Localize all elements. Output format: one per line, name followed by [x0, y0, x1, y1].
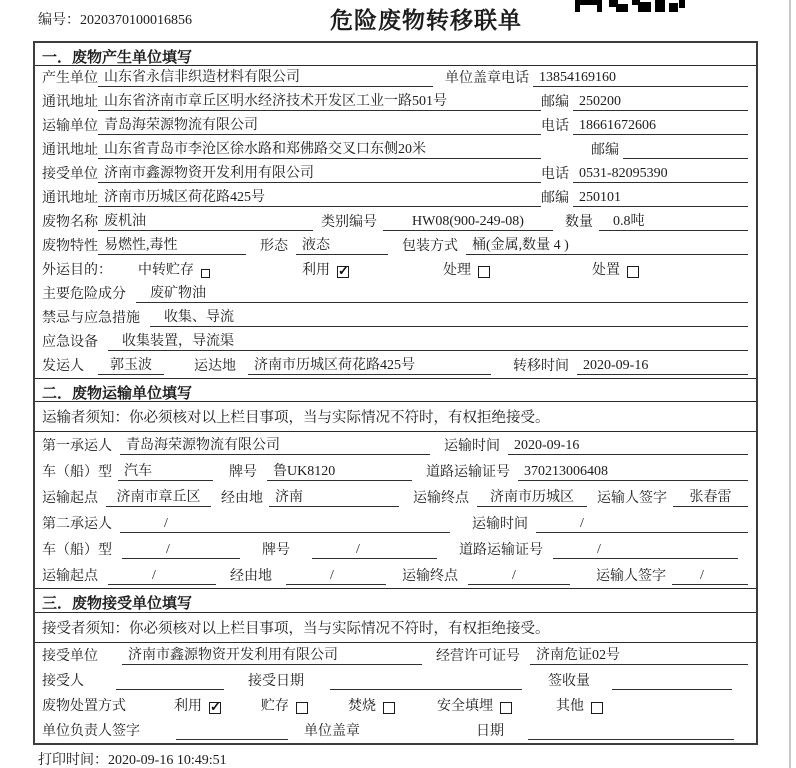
purpose-storage-checkbox	[201, 269, 210, 278]
purpose-option-use-label: 利用	[302, 263, 330, 278]
carrier1-value: 青岛海荣源物流有限公司	[120, 434, 430, 455]
route1-sign-value: 张春雷	[673, 486, 748, 507]
receiver-notice: 接受者须知：你必须核对以上栏目事项，当与实际情况不符时，有权拒绝接受。	[35, 613, 756, 643]
transporter-zip-value	[623, 158, 748, 159]
receiver-phone-label: 电话	[541, 167, 569, 182]
dispatcher-label: 发运人	[42, 359, 84, 374]
emergency-equipment-label: 应急设备	[42, 335, 98, 350]
destination-label: 运达地	[194, 359, 236, 374]
disposal-landfill-checkbox	[500, 702, 512, 714]
page-edge-divider	[789, 0, 791, 768]
route1-end-label: 运输终点	[413, 491, 469, 506]
transporter-label: 运输单位	[42, 119, 98, 134]
vehicle1-type-label: 车（船）型	[42, 465, 112, 480]
vehicle1-license-label: 道路运输证号	[426, 465, 510, 480]
producer-phone-value: 13854169160	[533, 70, 748, 87]
receiver-address-row	[35, 186, 756, 210]
vehicle2-type-value: /	[122, 542, 240, 559]
receiver-phone-value: 0531-82095390	[573, 166, 748, 183]
accept-person-row	[35, 668, 756, 693]
waste-name-row	[35, 210, 756, 234]
route2-start-value: /	[108, 568, 216, 585]
transporter-address-row	[35, 138, 756, 162]
route2-sign-value: /	[672, 568, 748, 585]
carrier1-label: 第一承运人	[42, 439, 112, 454]
vehicle2-row	[35, 536, 756, 562]
unit-signature-value	[176, 739, 288, 740]
vehicle2-type-label: 车（船）型	[42, 543, 112, 558]
transfer-purpose-label: 外运目的：	[42, 263, 112, 278]
route1-row	[35, 484, 756, 510]
route2-start-label: 运输起点	[42, 569, 98, 584]
carrier2-value: /	[120, 516, 450, 533]
purpose-treat-checkbox	[478, 266, 490, 278]
disposal-burn-checkbox	[383, 702, 395, 714]
emergency-measures-row	[35, 306, 756, 330]
producer-seal-label: 单位盖章	[445, 71, 501, 86]
disposal-landfill-label: 安全填埋	[437, 699, 493, 714]
carrier1-time-value: 2020-09-16	[508, 438, 748, 455]
disposal-method-row	[35, 693, 756, 718]
disposal-other-checkbox	[591, 702, 603, 714]
transfer-time-value: 2020-09-16	[577, 358, 748, 375]
waste-pack-value: 桶(金属,数量 4 )	[466, 234, 748, 255]
producer-address-value: 山东省济南市章丘区明水经济技术开发区工业一路501号	[98, 90, 541, 111]
sign-date-label: 日期	[476, 724, 504, 739]
disposal-burn-label: 焚烧	[348, 699, 376, 714]
permit-label: 经营许可证号	[436, 649, 520, 664]
receiver-zip-label: 邮编	[541, 191, 569, 206]
document-number	[38, 9, 192, 29]
waste-qty-label: 数量	[565, 215, 593, 230]
waste-property-row	[35, 234, 756, 258]
hazard-component-value: 废矿物油	[136, 282, 748, 303]
receiver-row	[35, 162, 756, 186]
producer-zip-value: 250200	[573, 94, 748, 111]
transporter-address-label: 通讯地址	[42, 143, 98, 158]
purpose-option-treat-label: 处理	[443, 263, 471, 278]
document-number-label: 编号：	[38, 13, 80, 28]
producer-address-row	[35, 90, 756, 114]
vehicle1-plate-value: 鲁UK8120	[267, 460, 412, 481]
waste-name-label: 废物名称	[42, 215, 98, 230]
signed-qty-value	[612, 689, 732, 690]
vehicle1-type-value: 汽车	[118, 460, 213, 481]
vehicle2-license-label: 道路运输证号	[459, 543, 543, 558]
producer-value: 山东省永信非织造材料有限公司	[98, 66, 433, 87]
route2-via-label: 经由地	[230, 569, 272, 584]
print-time: 打印时间：2020-09-16 10:49:51	[38, 753, 227, 768]
disposal-method-label: 废物处置方式	[42, 699, 126, 714]
emergency-measures-label: 禁忌与应急措施	[42, 311, 140, 326]
permit-value: 济南危证02号	[530, 644, 748, 665]
route2-end-label: 运输终点	[402, 569, 458, 584]
vehicle2-plate-label: 牌号	[262, 543, 290, 558]
unit-signature-label: 单位负责人签字	[42, 724, 140, 739]
route1-start-label: 运输起点	[42, 491, 98, 506]
route2-sign-label: 运输人签字	[596, 569, 666, 584]
signed-qty-label: 签收量	[548, 674, 590, 689]
disposal-use-label: 利用	[174, 699, 202, 714]
destination-value: 济南市历城区荷花路425号	[248, 354, 491, 375]
purpose-option-dispose-label: 处置	[592, 263, 620, 278]
route1-end-value: 济南市历城区	[477, 486, 587, 507]
accept-unit-label: 接受单位	[42, 649, 98, 664]
waste-name-value: 废机油	[98, 210, 313, 231]
accept-person-label: 接受人	[42, 674, 84, 689]
waste-form-value: 液态	[296, 234, 388, 255]
route2-end-value: /	[468, 568, 570, 585]
waste-qty-value: 0.8吨	[599, 210, 748, 231]
purpose-dispose-checkbox	[627, 266, 639, 278]
sign-date-value	[528, 739, 734, 740]
section2-header: 二．废物运输单位填写	[35, 378, 756, 402]
purpose-use-checkbox	[337, 266, 349, 278]
route1-start-value: 济南市章丘区	[106, 486, 211, 507]
qr-code-icon	[575, 0, 685, 17]
purpose-option-storage-label: 中转贮存	[138, 263, 194, 278]
carrier2-row	[35, 510, 756, 536]
receiver-label: 接受单位	[42, 167, 98, 182]
carrier1-row	[35, 432, 756, 458]
receiver-address-label: 通讯地址	[42, 191, 98, 206]
producer-label: 产生单位	[42, 71, 98, 86]
waste-form-label: 形态	[260, 239, 288, 254]
receiver-value: 济南市鑫源物资开发利用有限公司	[98, 162, 541, 183]
emergency-measures-value: 收集、导流	[150, 306, 748, 327]
vehicle2-plate-value: /	[312, 542, 437, 559]
emergency-equipment-value: 收集装置，导流渠	[108, 330, 748, 351]
route1-via-label: 经由地	[221, 491, 263, 506]
waste-property-value: 易燃性,毒性	[98, 234, 246, 255]
dispatch-row	[35, 354, 756, 378]
carrier2-time-value: /	[536, 516, 748, 533]
disposal-other-label: 其他	[556, 699, 584, 714]
dispatcher-value: 郭玉波	[98, 354, 164, 375]
disposal-store-label: 贮存	[261, 699, 289, 714]
receiver-zip-value: 250101	[573, 190, 748, 207]
vehicle1-row	[35, 458, 756, 484]
accept-unit-value: 济南市鑫源物资开发利用有限公司	[122, 644, 422, 665]
transporter-row	[35, 114, 756, 138]
producer-address-label: 通讯地址	[42, 95, 98, 110]
disposal-store-checkbox	[296, 702, 308, 714]
route1-sign-label: 运输人签字	[597, 491, 667, 506]
section1-header: 一．废物产生单位填写	[35, 43, 756, 66]
vehicle2-license-value: /	[553, 542, 738, 559]
transporter-phone-label: 电话	[541, 119, 569, 134]
accept-date-label: 接受日期	[248, 674, 304, 689]
section3-header: 三．废物接受单位填写	[35, 588, 756, 613]
unit-seal-label: 单位盖章	[304, 724, 360, 739]
receiver-address-value: 济南市历城区荷花路425号	[98, 186, 541, 207]
waste-code-label: 类别编号	[321, 215, 377, 230]
waste-property-label: 废物特性	[42, 239, 98, 254]
accept-unit-row	[35, 643, 756, 668]
waste-code-value: HW08(900-249-08)	[383, 214, 553, 231]
carrier1-time-label: 运输时间	[444, 439, 500, 454]
manifest-form-table	[33, 41, 758, 745]
hazard-component-row	[35, 282, 756, 306]
transporter-address-value: 山东省青岛市李沧区徐水路和郑佛路交叉口东侧20米	[98, 138, 541, 159]
transporter-zip-label: 邮编	[591, 143, 619, 158]
transporter-notice: 运输者须知：你必须核对以上栏目事项，当与实际情况不符时，有权拒绝接受。	[35, 402, 756, 432]
carrier2-label: 第二承运人	[42, 517, 112, 532]
route1-via-value: 济南	[269, 486, 399, 507]
vehicle1-plate-label: 牌号	[229, 465, 257, 480]
transfer-purpose-row	[35, 258, 756, 282]
document-number-value: 2020370100016856	[80, 13, 192, 28]
hazard-component-label: 主要危险成分	[42, 287, 126, 302]
unit-signature-row	[35, 718, 756, 743]
producer-zip-label: 邮编	[541, 95, 569, 110]
disposal-use-checkbox	[209, 702, 221, 714]
transfer-time-label: 转移时间	[513, 359, 569, 374]
accept-date-value	[330, 689, 522, 690]
route2-row	[35, 562, 756, 588]
carrier2-time-label: 运输时间	[472, 517, 528, 532]
waste-pack-label: 包装方式	[402, 239, 458, 254]
vehicle1-license-value: 370213006408	[518, 464, 748, 481]
page-title: 危险废物转移联单	[330, 8, 522, 33]
emergency-equipment-row	[35, 330, 756, 354]
transporter-value: 青岛海荣源物流有限公司	[98, 114, 541, 135]
producer-phone-label: 电话	[501, 71, 529, 86]
route2-via-value: /	[286, 568, 386, 585]
transporter-phone-value: 18661672606	[573, 118, 748, 135]
producer-row	[35, 66, 756, 90]
accept-person-value	[116, 689, 224, 690]
